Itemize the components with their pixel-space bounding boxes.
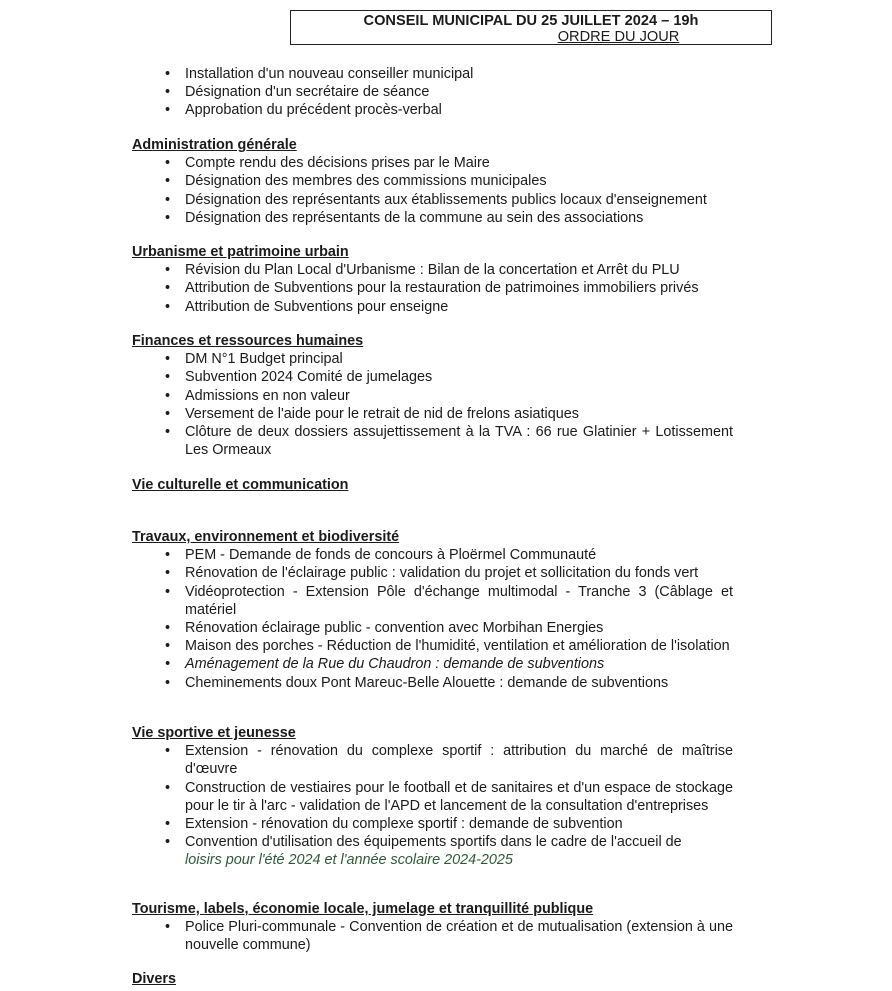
meeting-title: CONSEIL MUNICIPAL DU 25 JUILLET 2024 – 19h [363,13,699,29]
list-item: • Versement de l'aide pour le retrait de nid de frelons asiatiques [132,405,733,423]
list-item: • DM N°1 Budget principal [132,350,733,368]
agenda-subtitle: ORDRE DU JOUR [557,29,680,45]
section-urbanisme [132,243,742,316]
section-heading: Urbanisme et patrimoine urbain [132,244,349,260]
list-item: • Installation d'un nouveau conseiller municipal [132,65,733,83]
list-item: • Rénovation de l'éclairage public : validation du projet et sollicitation du fonds vert [132,564,733,582]
list-item: • Extension - rénovation du complexe sportif : demande de subvention [132,815,733,833]
list-item: • Rénovation éclairage public - convention avec Morbihan Energies [132,619,733,637]
list-item: • Désignation des représentants aux établissements publics locaux d'enseignement [132,191,733,209]
list-item: • Extension - rénovation du complexe sportif : attribution du marché de maîtrise d'œuvre [132,742,733,778]
list-item: • Désignation des représentants de la commune au sein des associations [132,209,733,227]
section-finances [132,332,742,459]
list-item: • Révision du Plan Local d'Urbanisme : Bilan de la concertation et Arrêt du PLU [132,261,733,279]
list-item: • Attribution de Subventions pour enseigne [132,298,733,316]
list-item [132,833,733,869]
section-administration [132,136,742,227]
section-tourisme [132,900,742,955]
section-heading: Vie sportive et jeunesse [132,725,296,741]
section-heading: Administration générale [132,137,297,153]
list-item: • Désignation d'un secrétaire de séance [132,83,733,101]
list-item: • Attribution de Subventions pour la restauration de patrimoines immobiliers privés [132,279,733,297]
agenda-title-box [290,10,772,45]
list-item: • Vidéoprotection - Extension Pôle d'échange multimodal - Tranche 3 (Câblage et matériel [132,583,733,619]
list-item-text: Convention d'utilisation des équipements sportifs dans le cadre de l'accueil de [185,834,682,851]
section-culture [132,476,742,494]
list-item: • PEM - Demande de fonds de concours à Ploërmel Communauté [132,546,733,564]
section-divers [132,970,742,988]
section-heading: Vie culturelle et communication [132,477,349,493]
handwritten-text: loisirs pour l'été 2024 et l'année scolaire 2024-2025 [185,852,513,869]
section-sport [132,724,742,870]
list-item: • Cheminements doux Pont Mareuc-Belle Alouette : demande de subventions [132,674,733,692]
list-item: • Admissions en non valeur [132,387,733,405]
list-item: • Approbation du précédent procès-verbal [132,101,733,119]
section-intro [132,65,742,120]
section-heading: Tourisme, labels, économie locale, jumelage et tranquillité publique [132,901,594,917]
list-item: • Compte rendu des décisions prises par le Maire [132,154,733,172]
list-item: • Construction de vestiaires pour le football et de sanitaires et d'un espace de stockage pour le tir à l'arc - validation de l'APD et lancement de la consultation d'entreprises [132,779,733,815]
section-travaux [132,528,742,692]
section-heading: Divers [132,971,177,987]
section-heading: Travaux, environnement et biodiversité [132,529,400,545]
list-item: • Clôture de deux dossiers assujettissement à la TVA : 66 rue Glatinier + Lotissement Les Ormeaux [132,423,733,459]
section-heading: Finances et ressources humaines [132,333,364,349]
list-item: • Désignation des membres des commissions municipales [132,172,733,190]
list-item: • Aménagement de la Rue du Chaudron : demande de subventions [132,655,733,673]
list-item: • Maison des porches - Réduction de l'humidité, ventilation et amélioration de l'isolation [132,637,733,655]
list-item: • Police Pluri-communale - Convention de création et de mutualisation (extension à une nouvelle commune) [132,918,733,954]
list-item: • Subvention 2024 Comité de jumelages [132,368,733,386]
